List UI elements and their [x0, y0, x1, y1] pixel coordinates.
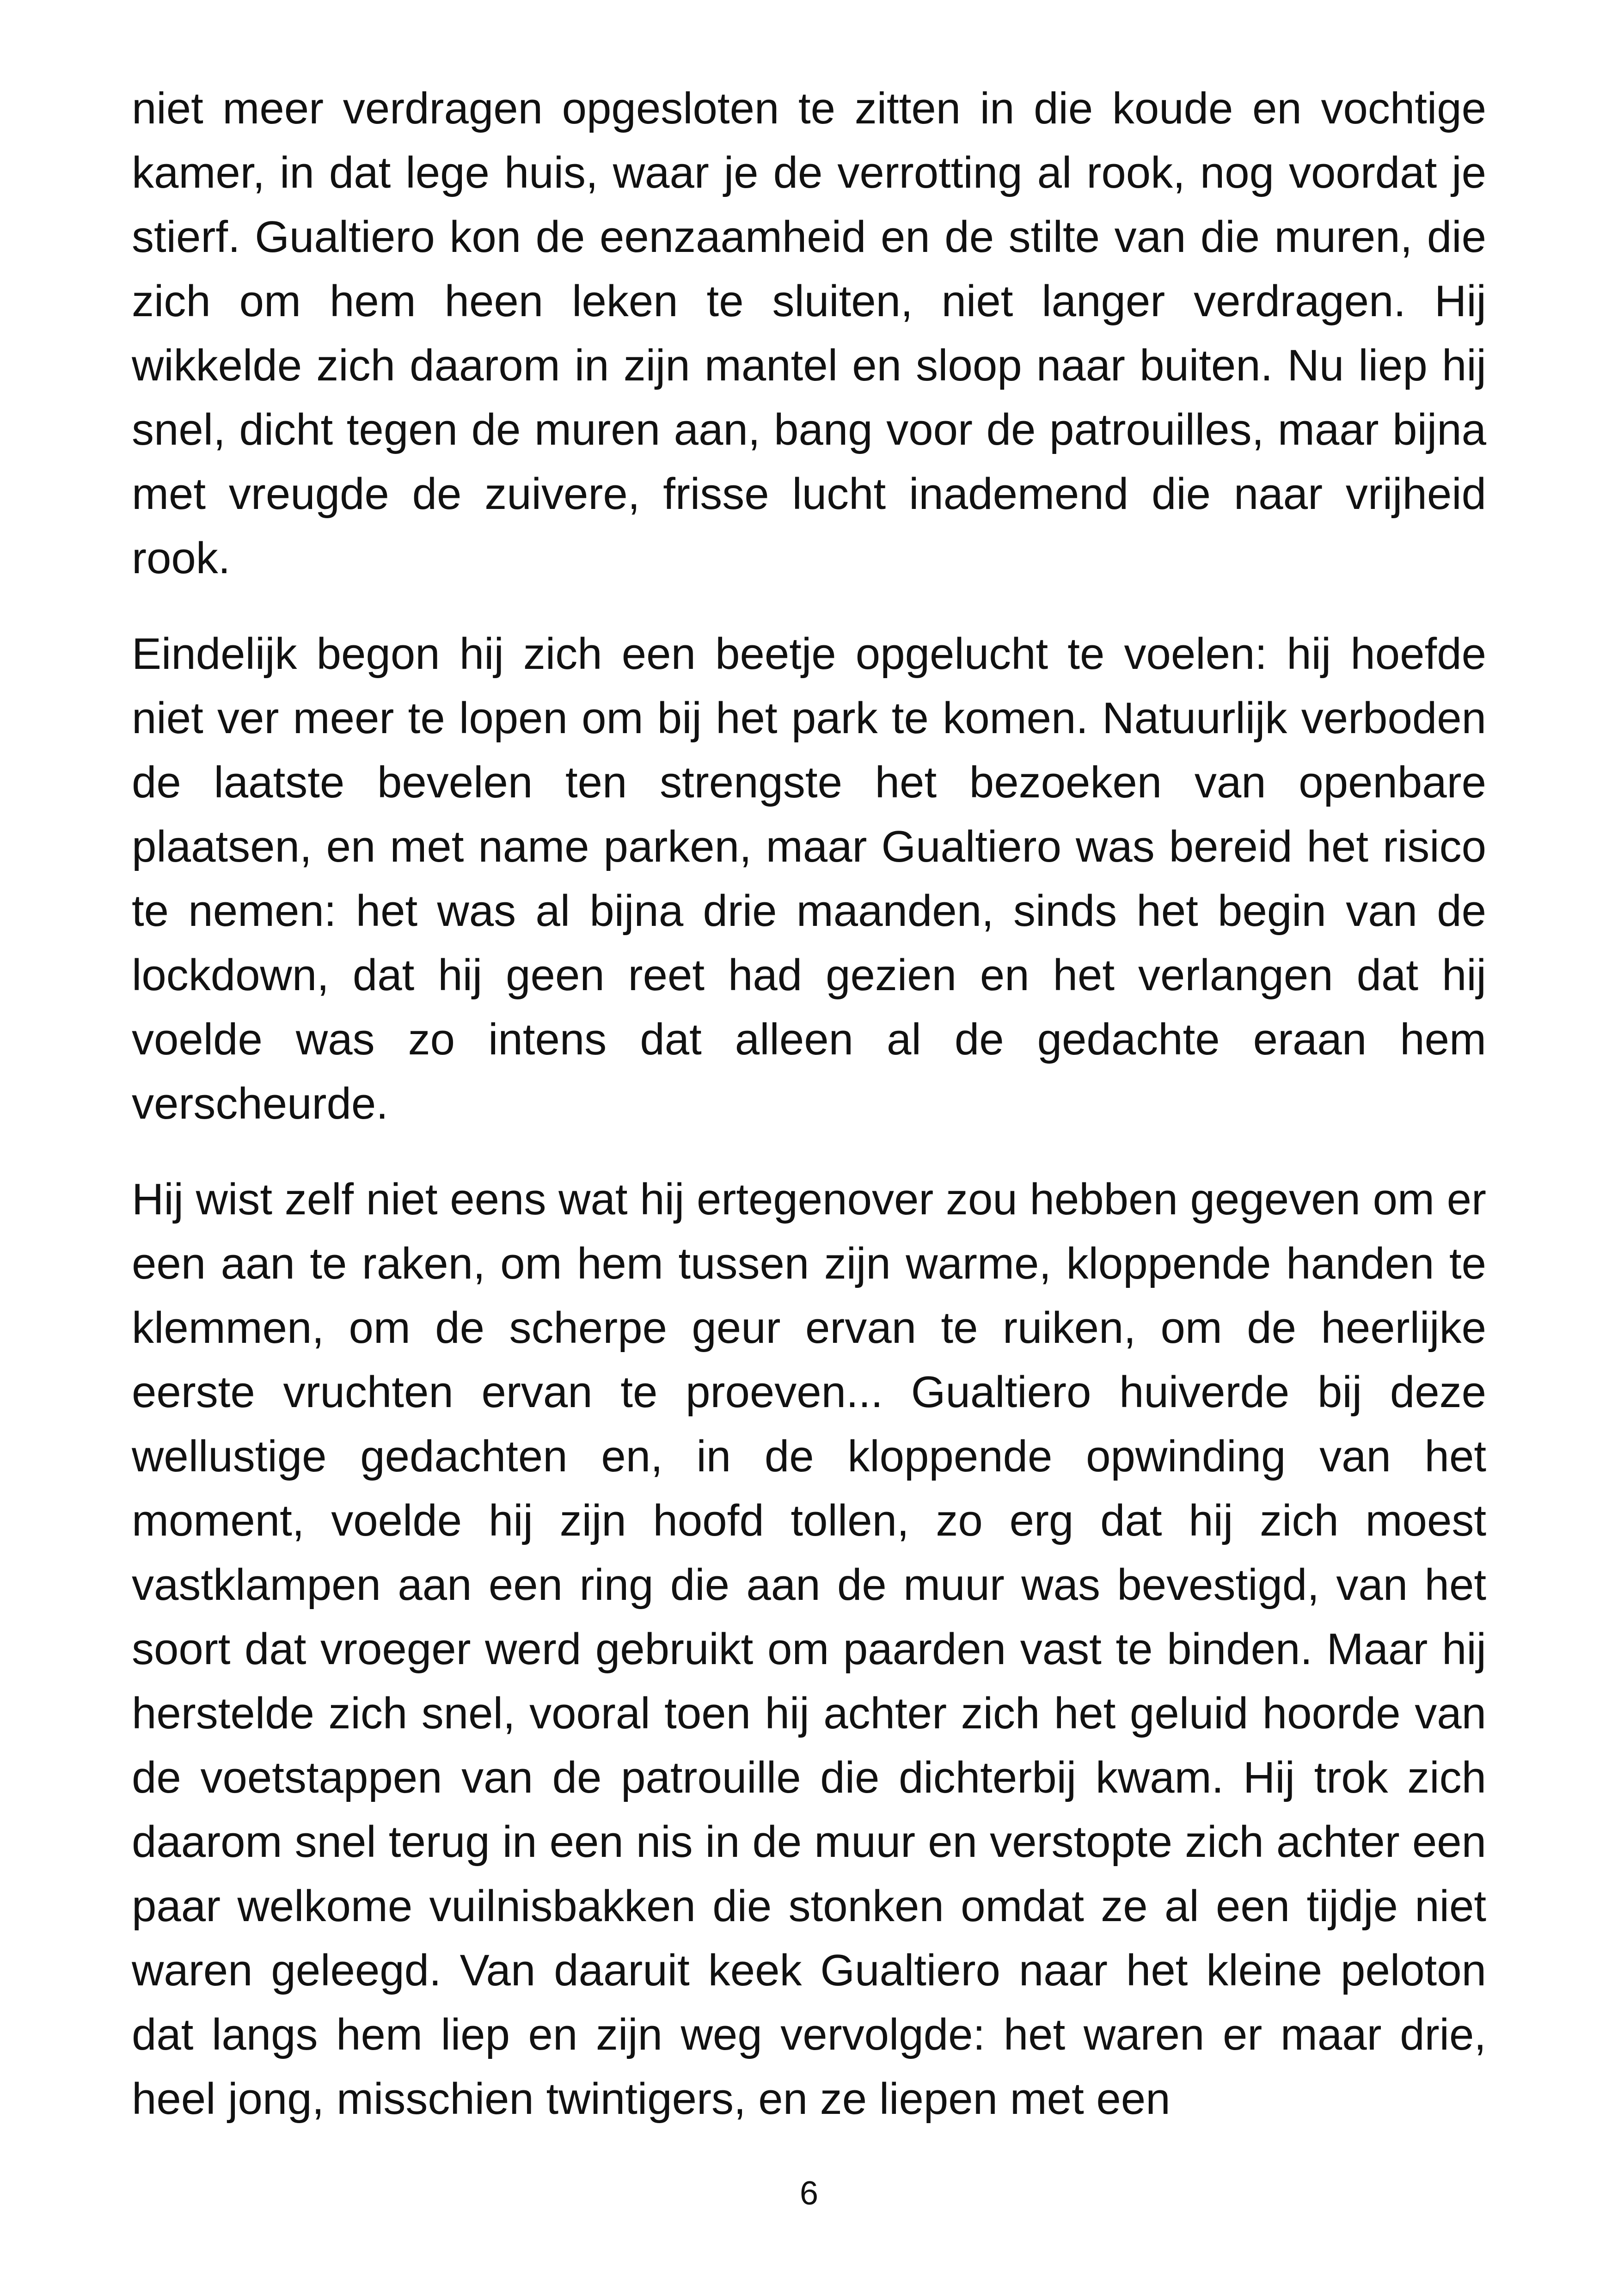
paragraph-3: Hij wist zelf niet eens wat hij ertegenover zou hebben gegeven om er een aan te raken, om hem tussen zijn warme, kloppende handen te klemmen, om de scherpe geur ervan te ruiken, om de heerlijke eerste vruchten ervan te proeven... Gualtiero huiverde bij deze wellustige gedachten en, in de kloppende opwinding van het moment, voelde hij zijn hoofd tollen, zo erg dat hij zich moest vastklampen aan een ring die aan de muur was bevestigd, van het soort dat vroeger werd gebruikt om paarden vast te binden. Maar hij herstelde zich snel, vooral toen hij achter zich het geluid hoorde van de voetstappen van de patrouille die dichterbij kwam. Hij trok zich daarom snel terug in een nis in de muur en verstopte zich achter een paar welkome vuilnisbakken die stonken omdat ze al een tijdje niet waren geleegd. Van daaruit keek Gualtiero naar het kleine peloton dat langs hem liep en zijn weg vervolgde: het waren er maar drie, heel jong, misschien twintigers, en ze liepen met een: [132, 1175, 1486, 2124]
paragraph-2: Eindelijk begon hij zich een beetje opgelucht te voelen: hij hoefde niet ver meer te lopen om bij het park te komen. Natuurlijk verboden de laatste bevelen ten strengste het bezoeken van openbare plaatsen, en met name parken, maar Gualtiero was bereid het risico te nemen: het was al bijna drie maanden, sinds het begin van de lockdown, dat hij geen reet had gezien en het verlangen dat hij voelde was zo intens dat alleen al de gedachte eraan hem verscheurde.: [132, 629, 1486, 1128]
body-text: [132, 76, 1486, 2162]
page-number: 6: [799, 2175, 819, 2212]
paragraph-1: niet meer verdragen opgesloten te zitten in die koude en vochtige kamer, in dat lege huis, waar je de verrotting al rook, nog voordat je stierf. Gualtiero kon de eenzaamheid en de stilte van die muren, die zich om hem heen leken te sluiten, niet langer verdragen. Hij wikkelde zich daarom in zijn mantel en sloop naar buiten. Nu liep hij snel, dicht tegen de muren aan, bang voor de patrouilles, maar bijna met vreugde de zuivere, frisse lucht inademend die naar vrijheid rook.: [132, 84, 1486, 583]
